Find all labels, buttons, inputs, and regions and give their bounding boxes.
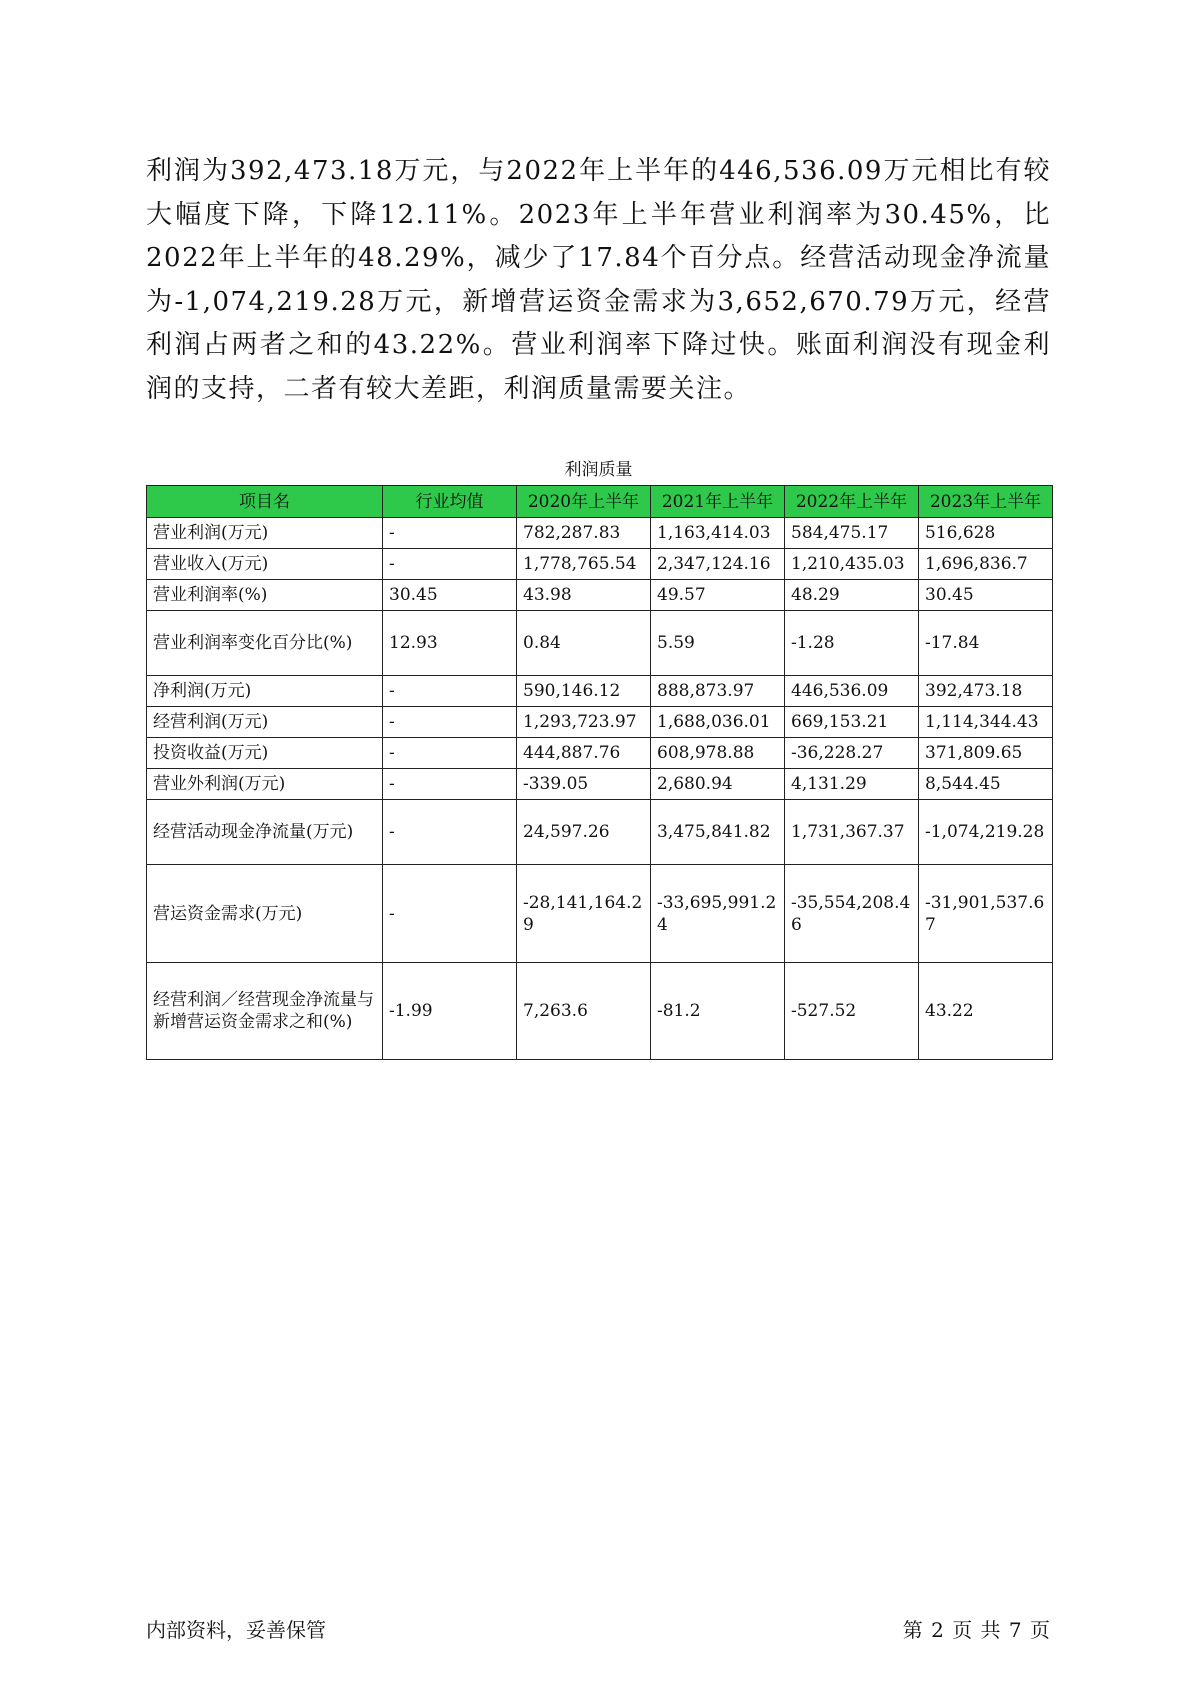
table-cell: 1,114,344.43 — [919, 707, 1053, 738]
table-cell: -1.28 — [785, 611, 919, 676]
table-cell: 12.93 — [383, 611, 517, 676]
table-caption: 利润质量 — [564, 460, 633, 480]
table-cell: 2,680.94 — [651, 769, 785, 800]
table-row — [147, 707, 1053, 738]
table-cell: - — [383, 549, 517, 580]
table-cell: 8,544.45 — [919, 769, 1053, 800]
header-2020h1: 2020年上半年 — [517, 486, 651, 518]
table-row — [147, 865, 1053, 963]
table-cell: 1,293,723.97 — [517, 707, 651, 738]
table-cell: 7,263.6 — [517, 963, 651, 1060]
table-cell: -31,901,537.67 — [919, 865, 1053, 963]
table-cell: 1,163,414.03 — [651, 518, 785, 549]
table-cell: -1.99 — [383, 963, 517, 1060]
table-row — [147, 676, 1053, 707]
table-cell: 43.22 — [919, 963, 1053, 1060]
table-cell: 584,475.17 — [785, 518, 919, 549]
row-label: 营业利润率(%) — [147, 580, 383, 611]
table-row — [147, 738, 1053, 769]
table-row — [147, 549, 1053, 580]
table-cell: 5.59 — [651, 611, 785, 676]
table-cell: 888,873.97 — [651, 676, 785, 707]
table-header-row — [147, 486, 1053, 518]
table-row — [147, 800, 1053, 865]
table-cell: 30.45 — [383, 580, 517, 611]
table-cell: 48.29 — [785, 580, 919, 611]
table-cell: -81.2 — [651, 963, 785, 1060]
table-cell: 3,475,841.82 — [651, 800, 785, 865]
body-paragraph: 利润为392,473.18万元，与2022年上半年的446,536.09万元相比有较大幅度下降，下降12.11%。2023年上半年营业利润率为30.45%，比2022年上半年的48.29%，减少了17.84个百分点。经营活动现金净流量为-1,074,219.28万元，新增营运资金需求为3,652,670.79万元，经营利润占两者之和的43.22%。营业利润率下降过快。账面利润没有现金利润的支持，二者有较大差距，利润质量需要关注。 — [146, 156, 1051, 404]
table-cell: - — [383, 738, 517, 769]
header-2022h1: 2022年上半年 — [785, 486, 919, 518]
table-cell: -28,141,164.29 — [517, 865, 651, 963]
table-cell: 4,131.29 — [785, 769, 919, 800]
table-cell: 30.45 — [919, 580, 1053, 611]
table-row — [147, 769, 1053, 800]
table-cell: 392,473.18 — [919, 676, 1053, 707]
table-row — [147, 518, 1053, 549]
table-cell: -36,228.27 — [785, 738, 919, 769]
row-label: 经营利润／经营现金净流量与新增营运资金需求之和(%) — [147, 963, 383, 1060]
profit-quality-table — [146, 485, 1053, 1060]
table-cell: - — [383, 707, 517, 738]
footer-confidential-note: 内部资料，妥善保管 — [146, 1618, 326, 1642]
table-cell: 2,347,124.16 — [651, 549, 785, 580]
header-2023h1: 2023年上半年 — [919, 486, 1053, 518]
table-row — [147, 580, 1053, 611]
header-item-name: 项目名 — [147, 486, 383, 518]
row-label: 营运资金需求(万元) — [147, 865, 383, 963]
table-cell: - — [383, 800, 517, 865]
row-label: 营业外利润(万元) — [147, 769, 383, 800]
table-cell: 1,731,367.37 — [785, 800, 919, 865]
table-cell: - — [383, 769, 517, 800]
table-cell: -527.52 — [785, 963, 919, 1060]
table-cell: 782,287.83 — [517, 518, 651, 549]
row-label: 营业利润(万元) — [147, 518, 383, 549]
table-cell: 371,809.65 — [919, 738, 1053, 769]
table-cell: 0.84 — [517, 611, 651, 676]
table-cell: 590,146.12 — [517, 676, 651, 707]
table-cell: 446,536.09 — [785, 676, 919, 707]
table-cell: 444,887.76 — [517, 738, 651, 769]
table-cell: -17.84 — [919, 611, 1053, 676]
table-row — [147, 963, 1053, 1060]
table-cell: - — [383, 676, 517, 707]
table-cell: -1,074,219.28 — [919, 800, 1053, 865]
table-row — [147, 611, 1053, 676]
table-cell: 1,210,435.03 — [785, 549, 919, 580]
footer-page-number: 第 2 页 共 7 页 — [902, 1618, 1051, 1642]
row-label: 营业利润率变化百分比(%) — [147, 611, 383, 676]
table-cell: -35,554,208.46 — [785, 865, 919, 963]
header-2021h1: 2021年上半年 — [651, 486, 785, 518]
table-cell: 669,153.21 — [785, 707, 919, 738]
table-cell: - — [383, 518, 517, 549]
row-label: 经营活动现金净流量(万元) — [147, 800, 383, 865]
table-cell: 49.57 — [651, 580, 785, 611]
table-cell: 1,688,036.01 — [651, 707, 785, 738]
row-label: 经营利润(万元) — [147, 707, 383, 738]
row-label: 营业收入(万元) — [147, 549, 383, 580]
header-industry-avg: 行业均值 — [383, 486, 517, 518]
table-cell: -339.05 — [517, 769, 651, 800]
table-cell: - — [383, 865, 517, 963]
table-cell: 24,597.26 — [517, 800, 651, 865]
table-cell: 516,628 — [919, 518, 1053, 549]
table-cell: 43.98 — [517, 580, 651, 611]
row-label: 净利润(万元) — [147, 676, 383, 707]
row-label: 投资收益(万元) — [147, 738, 383, 769]
table-cell: -33,695,991.24 — [651, 865, 785, 963]
table-cell: 1,778,765.54 — [517, 549, 651, 580]
table-cell: 608,978.88 — [651, 738, 785, 769]
table-cell: 1,696,836.7 — [919, 549, 1053, 580]
